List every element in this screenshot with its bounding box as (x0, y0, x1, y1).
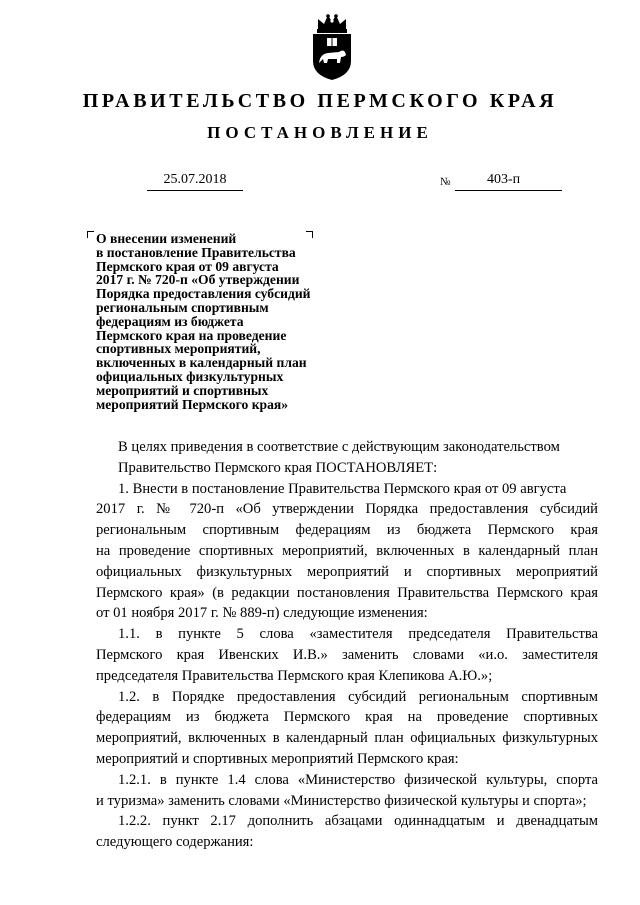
body-line: Пермского края Ивенских И.В.» заменить словами «и.о. заместителя (96, 646, 598, 663)
subject-line: в постановление Правительства (96, 244, 296, 260)
subject-line: мероприятий Пермского края» (96, 396, 289, 412)
body-line: В целях приведения в соответствие с действующим законодательством (118, 439, 560, 455)
body-line: 1.2.2. пункт 2.17 дополнить абзацами одиннадцатым и двенадцатым (118, 813, 598, 830)
document-date-field (147, 172, 243, 191)
subject-line: О внесении изменений (96, 231, 237, 246)
body-line: Пермского края» (в редакции постановления Правительства Пермского края (96, 584, 598, 601)
body-line: Правительство Пермского края ПОСТАНОВЛЯЕТ: (118, 459, 438, 476)
document-number: 403-п (487, 172, 521, 187)
perm-krai-coat-of-arms-icon (308, 13, 356, 81)
subject-line: мероприятий и спортивных (96, 382, 269, 398)
body-line: региональным спортивным федерациям из бюджета Пермского края (96, 522, 598, 539)
document-date: 25.07.2018 (163, 172, 227, 187)
body-line: председателя Правительства Пермского края Клепикова А.Ю.»; (96, 667, 493, 684)
body-line: и туризма» заменить словами «Министерство физической культуры и спорта»; (96, 792, 587, 809)
body-line: мероприятий, включенных в календарный план официальных физкультурных (96, 730, 598, 747)
body-line: на проведение спортивных мероприятий, включенных в календарный план (96, 542, 598, 559)
document-subject (96, 232, 346, 411)
subject-line: федерациям из бюджета (96, 313, 244, 329)
body-line: от 01 ноября 2017 г. № 889-п) следующие изменения: (96, 605, 428, 622)
document-body (96, 437, 598, 853)
subject-line: официальных физкультурных (96, 368, 284, 384)
subject-line: спортивных мероприятий, (96, 341, 261, 357)
body-line: 1.2.1. в пункте 1.4 слова «Министерство физической культуры, спорта (118, 771, 598, 788)
subject-line: Порядка предоставления субсидий (96, 286, 311, 302)
organization-title: ПРАВИТЕЛЬСТВО ПЕРМСКОГО КРАЯ (82, 90, 558, 112)
subject-line: Пермского края на проведение (96, 327, 287, 343)
body-line: федерациям из бюджета Пермского края на проведение спортивных (96, 709, 598, 726)
body-line: следующего содержания: (96, 834, 254, 851)
subject-line: 2017 г. № 720-п «Об утверждении (96, 272, 300, 288)
number-sign: № (440, 176, 451, 188)
subject-line: включенных в календарный план (96, 355, 307, 371)
body-line: 1.1. в пункте 5 слова «заместителя председателя Правительства (118, 626, 598, 643)
document-type: ПОСТАНОВЛЕНИЕ (207, 123, 433, 142)
body-line: 1.2. в Порядке предоставления субсидий региональным спортивным (118, 688, 598, 705)
body-line: официальных физкультурных мероприятий и спортивных мероприятий (96, 563, 598, 580)
document-number-field (455, 172, 562, 191)
subject-line: региональным спортивным (96, 299, 269, 315)
subject-corner-left-mark (87, 231, 94, 238)
body-line: мероприятий и спортивных мероприятий Пермского края: (96, 750, 459, 767)
body-line: 2017 г. № 720-п «Об утверждении Порядка предоставления субсидий (96, 501, 598, 518)
body-line: 1. Внести в постановление Правительства Пермского края от 09 августа (118, 480, 567, 497)
subject-line: Пермского края от 09 августа (96, 258, 279, 274)
